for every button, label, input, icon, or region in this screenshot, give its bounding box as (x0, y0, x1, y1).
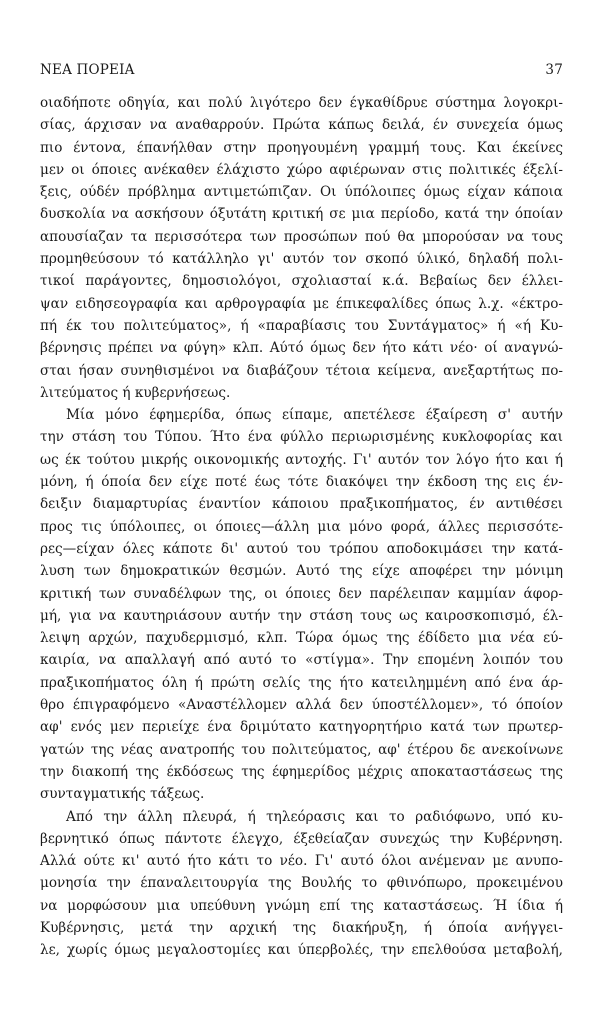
text-line: την στάση του Τύπου. Ήτο ένα φύλλο περιωρισμένης κυκλοφορίας και (40, 429, 563, 446)
text-line: προς τις ύπόλοιπες, οι όποιες—άλλη μια μόνο φορά, άλλες περισσότε- (40, 518, 563, 535)
text-line: λειψη αρχών, παχυδερμισμό, κλπ. Τώρα όμως της έδίδετο μια νέα εύ- (40, 630, 563, 647)
text-line: λυση των δημοκρατικών θεσμών. Αυτό της είχε αποφέρει την μόνιμη (40, 563, 563, 580)
text-line: ψαν ειδησεογραφία και αρθρογραφία με έπικεφαλίδες όπως λ.χ. «έκτρο- (40, 295, 563, 312)
text-line: καιρία, να απαλλαγή από αυτό το «στίγμα». Την επομένη λοιπόν του (40, 652, 563, 669)
text-line: δυσκολία να ασκήσουν όξυτάτη κριτική σε μια περίοδο, κατά την όποίαν (40, 206, 563, 223)
text-line: σίας, άρχισαν να αναθαρρούν. Πρώτα κάπως δειλά, έν συνεχεία όμως (40, 117, 563, 134)
text-line: δειξιν διαμαρτυρίας έναντίον κάποιου πραξικοπήματος, έν αντιθέσει (40, 496, 563, 513)
text-line: μεν οι όποιες ανέκαθεν έλάχιστο χώρο αφιέρωναν στις πολιτικές έξελί- (40, 161, 563, 178)
text-line: θρο έπιγραφόμενο «Αναστέλλομεν αλλά δεν ύποστέλλομεν», τό όποίον (40, 697, 563, 714)
text-line: Κυβέρνησις, μετά την αρχική της διακήρυξη, ή όποία ανήγγει- (40, 919, 563, 936)
text-line: Αλλά ούτε κι' αυτό ήτο κάτι το νέο. Γι' αυτό όλοι ανέμεναν με ανυπο- (40, 853, 563, 870)
text-line: βερνητικό όπως πάντοτε έλεγχο, έξεθείαζαν συνεχώς την Κυβέρνηση. (40, 830, 563, 847)
text-line: να μορφώσουν μια υπεύθυνη γνώμη επί της καταστάσεως. Ή ίδια ή (40, 897, 563, 914)
text-line: πιο έντονα, έπανήλθαν στην προηγουμένη γραμμή τους. Και έκείνες (40, 139, 563, 156)
text-line: πραξικοπήματος όλη ή πρώτη σελίς της ήτο κατειλημμένη από ένα άρ- (40, 674, 563, 691)
text-line: αφ' ενός μεν περιείχε ένα δριμύτατο κατηγορητήριο κατά των πρωτερ- (40, 719, 563, 736)
text-line: προμηθεύσουν τό κατάλληλο γι' αυτόν τον σκοπό ύλικό, δηλαδή πολι- (40, 251, 563, 268)
text-line: οιαδήποτε οδηγία, και πολύ λιγότερο δεν έγκαθίδρυε σύστημα λογοκρι- (40, 95, 563, 111)
text-line: μονησία την έπαναλειτουργία της Βουλής το φθινόπωρο, προκειμένου (40, 875, 563, 892)
text-line: Από την άλλη πλευρά, ή τηλεόρασις και το ραδιόφωνο, υπό κυ- (66, 808, 563, 825)
text-line: λιτεύματος ή κυβερνήσεως. (40, 384, 231, 401)
running-header (40, 62, 563, 78)
text-line: σται ήσαν συνηθισμένοι να διαβάζουν τέτοια κείμενα, ανεξαρτήτως πο- (40, 362, 563, 379)
text-line: πή έκ του πολιτεύματος», ή «παραβίασις του Συντάγματος» ή «ή Κυ- (40, 317, 563, 334)
body-text (40, 92, 563, 962)
text-line: την διακοπή της έκδόσεως της έφημερίδος μέχρις αποκαταστάσεως της (40, 763, 563, 780)
text-line: συνταγματικής τάξεως. (40, 786, 205, 803)
text-line: ρες—είχαν όλες κάποτε δι' αυτού του τρόπου αποδοκιμάσει την κατά- (40, 540, 563, 557)
running-title: ΝΕΑ ΠΟΡΕΙΑ (40, 62, 135, 78)
text-line: γατών της νέας ανατροπής του πολιτεύματος, αφ' έτέρου δε ανεκοίνωνε (40, 741, 563, 758)
text-line: μή, για να καυτηριάσουν αυτήν την στάση τους ως καιροσκοπισμό, έλ- (40, 607, 563, 624)
text-line: απουσίαζαν τα περισσότερα των προσώπων πού θα μπορούσαν να τους (40, 228, 563, 245)
text-line: τικοί παράγοντες, δημοσιολόγοι, σχολιασταί κ.ά. Βεβαίως δεν έλλει- (40, 273, 563, 290)
text-line: κριτική των συναδέλφων της, οι όποιες δεν παρέλειπαν καμμίαν άφορ- (40, 585, 563, 602)
text-line: βέρνησις πρέπει να φύγη» κλπ. Αύτό όμως δεν ήτο κάτι νέο· οί αναγνώ- (40, 340, 563, 357)
text-line: ως έκ τούτου μικρής οικονομικής αντοχής. Γι' αυτόν τον λόγο ήτο και ή (40, 451, 563, 468)
text-line: λε, χωρίς όμως μεγαλοστομίες και ύπερβολές, την επελθούσα μεταβολή, (40, 942, 563, 959)
text-line: μόνη, ή όποία δεν είχε ποτέ έως τότε διακόψει την έκδοση της εις έν- (40, 474, 563, 491)
page-number: 37 (545, 62, 563, 78)
text-line: Μία μόνο έφημερίδα, όπως είπαμε, απετέλεσε έξαίρεση σ' αυτήν (66, 407, 563, 424)
text-line: ξεις, ούδέν πρόβλημα αντιμετώπιζαν. Οι ύπόλοιπες όμως είχαν κάποια (40, 184, 563, 201)
